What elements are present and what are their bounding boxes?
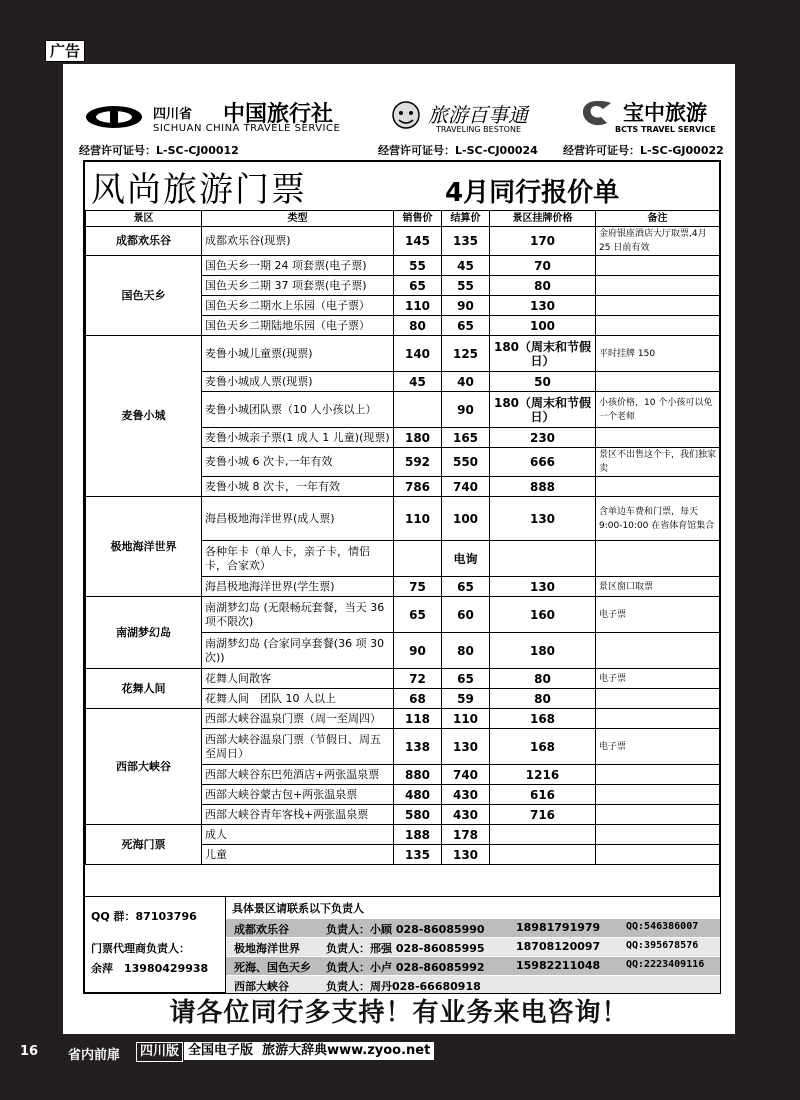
table-header-row [86,211,720,227]
list-price-cell: 888 [490,477,596,497]
ad-tag: 广告 [45,40,85,62]
cts-emblem-icon [83,103,145,131]
list-price-cell [490,541,596,577]
header-list-price: 景区挂牌价格 [490,211,596,227]
header-sale: 销售价 [394,211,442,227]
sale-price-cell: 580 [394,805,442,825]
sale-price-cell: 592 [394,448,442,477]
settle-price-cell: 130 [442,729,490,765]
list-price-cell: 1216 [490,765,596,785]
list-price-cell: 170 [490,227,596,256]
list-price-cell: 666 [490,448,596,477]
list-price-cell: 168 [490,709,596,729]
note-cell [596,316,720,336]
settle-price-cell: 740 [442,477,490,497]
qq-block [91,907,231,979]
header-type: 类型 [202,211,394,227]
ticket-type-cell: 儿童 [202,845,394,865]
contact-person: 负责人：邢强 028-86085995 [326,942,485,955]
list-price-cell: 130 [490,577,596,597]
ticket-type-cell: 南湖梦幻岛 (无限畅玩套餐，当天 36 项不限次) [202,597,394,633]
list-price-cell: 230 [490,428,596,448]
settle-price-cell: 135 [442,227,490,256]
sichuan-cts-logo [83,99,383,139]
list-price-cell: 716 [490,805,596,825]
scenic-cell: 麦鲁小城 [86,336,202,497]
scenic-cell: 国色天乡 [86,256,202,336]
header-note: 备注 [596,211,720,227]
settle-price-cell: 45 [442,256,490,276]
note-cell [596,372,720,392]
note-cell [596,785,720,805]
sale-price-cell: 65 [394,276,442,296]
table-row [86,825,720,845]
qq-group: QQ 群：87103796 [91,910,197,923]
note-cell [596,296,720,316]
ticket-type-cell: 国色天乡二期陆地乐园（电子票） [202,316,394,336]
sale-price-cell: 75 [394,577,442,597]
ticket-type-cell: 南湖梦幻岛 (合家同享套餐(36 项 30 次)) [202,633,394,669]
scenic-cell: 南湖梦幻岛 [86,597,202,669]
bestone-logo [388,99,568,139]
ebook-label [184,1042,434,1060]
license-1: 经营许可证号：L-SC-CJ00012 [79,144,239,157]
note-cell: 电子票 [596,597,720,633]
list-price-cell: 160 [490,597,596,633]
settle-price-cell: 40 [442,372,490,392]
site-link[interactable]: 旅游大辞典www.zyoo.net [262,1043,431,1058]
list-price-cell: 80 [490,689,596,709]
ticket-type-cell: 麦鲁小城亲子票(1 成人 1 儿童)(现票) [202,428,394,448]
settle-price-cell: 110 [442,709,490,729]
sale-price-cell: 140 [394,336,442,372]
ticket-type-cell: 国色天乡二期 37 项套票(电子票) [202,276,394,296]
sale-price-cell: 80 [394,316,442,336]
page-title: 风尚旅游门票 [91,170,307,210]
ticket-type-cell: 西部大峡谷温泉门票（节假日、周五至周日） [202,729,394,765]
ad-sheet [63,64,735,1034]
note-cell: 平时挂牌 150 [596,336,720,372]
sale-price-cell: 110 [394,296,442,316]
list-price-cell: 80 [490,276,596,296]
list-price-cell: 180（周末和节假日） [490,336,596,372]
list-price-cell: 616 [490,785,596,805]
contacts-title: 具体景区请联系以下负责人 [226,897,720,918]
settle-price-cell: 电询 [442,541,490,577]
settle-price-cell: 80 [442,633,490,669]
bcts-main: 宝中旅游 [623,101,707,125]
list-price-cell [490,825,596,845]
contact-person: 负责人：小顾 028-86085990 [326,923,485,936]
contact-mobile: 15982211048 [516,959,601,972]
note-cell [596,805,720,825]
settle-price-cell: 55 [442,276,490,296]
license-3: 经营许可证号：L-SC-GJ00022 [563,144,724,157]
note-cell [596,256,720,276]
scenic-cell: 花舞人间 [86,669,202,709]
slogan: 请各位同行多支持！有业务来电咨询！ [169,998,629,1028]
scenic-cell: 西部大峡谷 [86,709,202,825]
list-price-cell: 80 [490,669,596,689]
table-row [86,256,720,276]
contact-qq: QQ:2223409116 [626,959,705,970]
ticket-type-cell: 麦鲁小城 8 次卡，一年有效 [202,477,394,497]
price-table [85,210,720,865]
note-cell [596,765,720,785]
ticket-type-cell: 麦鲁小城 6 次卡,一年有效 [202,448,394,477]
contact-person: 负责人：周丹028-66680918 [326,980,481,993]
note-cell [596,276,720,296]
settle-price-cell: 90 [442,296,490,316]
table-row [86,709,720,729]
note-cell [596,709,720,729]
scenic-cell: 死海门票 [86,825,202,865]
note-cell: 含单边车费和门票，每天 9:00-10:00 在省体育馆集合 [596,497,720,541]
settle-price-cell: 60 [442,597,490,633]
bcts-logo [573,99,723,139]
table-row [86,227,720,256]
sichuan-main: 中国旅行社 [223,101,334,127]
ticket-type-cell: 花舞人间散客 [202,669,394,689]
bcts-mark-icon [577,99,617,131]
scenic-cell: 成都欢乐谷 [86,227,202,256]
note-cell [596,845,720,865]
note-cell [596,825,720,845]
list-price-cell: 168 [490,729,596,765]
sichuan-sub: 四川省 [153,107,193,122]
contact-scenic: 死海、国色天乡 [234,961,311,974]
sale-price-cell: 65 [394,597,442,633]
table-row [86,669,720,689]
contact-section [85,896,719,993]
contact-row [226,956,720,975]
note-cell: 小孩价格，10 个小孩可以免一个老师 [596,392,720,428]
contact-qq: QQ:395678576 [626,940,699,951]
settle-price-cell: 100 [442,497,490,541]
sale-price-cell: 72 [394,669,442,689]
scenic-cell: 极地海洋世界 [86,497,202,597]
contact-scenic: 成都欢乐谷 [234,923,289,936]
settle-price-cell: 550 [442,448,490,477]
section-name: 省内前扉 [68,1048,121,1063]
bestone-en: TRAVELING BESTONE [436,125,521,134]
license-row [63,142,735,160]
list-price-cell: 130 [490,296,596,316]
contact-mobile: 18981791979 [516,921,601,934]
settle-price-cell: 430 [442,785,490,805]
sale-price-cell: 880 [394,765,442,785]
sale-price-cell: 45 [394,372,442,392]
list-price-cell: 70 [490,256,596,276]
settle-price-cell: 178 [442,825,490,845]
bestone-main: 旅游百事通 [428,103,528,127]
settle-price-cell: 430 [442,805,490,825]
page-footer [0,1042,800,1062]
ticket-type-cell: 西部大峡谷温泉门票（周一至周四） [202,709,394,729]
list-price-cell: 50 [490,372,596,392]
contact-qq: QQ:546386007 [626,921,699,932]
ebook-text: 全国电子版 [188,1043,254,1058]
sale-price-cell: 145 [394,227,442,256]
quote-title: 4月同行报价单 [445,178,620,208]
sale-price-cell: 188 [394,825,442,845]
sale-price-cell [394,392,442,428]
list-price-cell: 100 [490,316,596,336]
ticket-type-cell: 西部大峡谷青年客栈+两张温泉票 [202,805,394,825]
settle-price-cell: 740 [442,765,490,785]
region-badge: 四川版 [136,1042,183,1062]
settle-price-cell: 65 [442,669,490,689]
price-frame [83,160,721,994]
settle-price-cell: 65 [442,577,490,597]
sale-price-cell: 180 [394,428,442,448]
table-row [86,597,720,633]
mascot-icon [388,99,424,135]
sale-price-cell: 55 [394,256,442,276]
ticket-type-cell: 各种年卡（单人卡，亲子卡，情侣卡，合家欢） [202,541,394,577]
note-cell: 电子票 [596,729,720,765]
ticket-type-cell: 海昌极地海洋世界(成人票) [202,497,394,541]
ticket-type-cell: 麦鲁小城成人票(现票) [202,372,394,392]
contact-person: 负责人：小卢 028-86085992 [326,961,485,974]
bcts-en: BCTS TRAVEL SERVICE [615,125,716,134]
settle-price-cell: 59 [442,689,490,709]
list-price-cell: 130 [490,497,596,541]
note-cell: 景区窗口取票 [596,577,720,597]
sale-price-cell: 135 [394,845,442,865]
agent-contact: 余萍 13980429938 [91,962,209,975]
note-cell: 电子票 [596,669,720,689]
sale-price-cell: 110 [394,497,442,541]
ticket-type-cell: 麦鲁小城儿童票(现票) [202,336,394,372]
ticket-type-cell: 花舞人间 团队 10 人以上 [202,689,394,709]
ticket-type-cell: 国色天乡一期 24 项套票(电子票) [202,256,394,276]
note-cell [596,689,720,709]
table-row [86,336,720,372]
sale-price-cell: 118 [394,709,442,729]
sale-price-cell: 480 [394,785,442,805]
contact-row [226,937,720,956]
note-cell [596,428,720,448]
license-2: 经营许可证号：L-SC-CJ00024 [378,144,538,157]
sale-price-cell: 138 [394,729,442,765]
sale-price-cell [394,541,442,577]
settle-price-cell: 90 [442,392,490,428]
list-price-cell [490,845,596,865]
note-cell [596,633,720,669]
header-settle: 结算价 [442,211,490,227]
ticket-type-cell: 国色天乡二期水上乐园（电子票） [202,296,394,316]
ticket-type-cell: 西部大峡谷蒙古包+两张温泉票 [202,785,394,805]
contacts-panel [225,897,720,993]
contact-scenic: 极地海洋世界 [234,942,300,955]
ticket-type-cell: 西部大峡谷东巴苑酒店+两张温泉票 [202,765,394,785]
contact-scenic: 西部大峡谷 [234,980,289,993]
note-cell: 景区不出售这个卡，我们独家卖 [596,448,720,477]
sichuan-en: SICHUAN CHINA TRAVELE SERVICE [153,123,341,134]
header-scenic: 景区 [86,211,202,227]
settle-price-cell: 125 [442,336,490,372]
title-row [85,162,719,210]
note-cell [596,541,720,577]
sale-price-cell: 68 [394,689,442,709]
settle-price-cell: 65 [442,316,490,336]
sale-price-cell: 786 [394,477,442,497]
list-price-cell: 180（周末和节假日） [490,392,596,428]
ticket-type-cell: 成人 [202,825,394,845]
settle-price-cell: 165 [442,428,490,448]
note-cell [596,477,720,497]
sale-price-cell: 90 [394,633,442,669]
ticket-type-cell: 成都欢乐谷(现票) [202,227,394,256]
agent-label: 门票代理商负责人： [91,942,190,955]
table-row [86,497,720,541]
settle-price-cell: 130 [442,845,490,865]
page-number: 16 [20,1044,39,1059]
list-price-cell: 180 [490,633,596,669]
note-cell: 金府银座酒店大厅取票,4月 25 日前有效 [596,227,720,256]
contact-mobile: 18708120097 [516,940,601,953]
contact-row [226,918,720,937]
ticket-type-cell: 海昌极地海洋世界(学生票) [202,577,394,597]
ticket-type-cell: 麦鲁小城团队票（10 人小孩以上） [202,392,394,428]
